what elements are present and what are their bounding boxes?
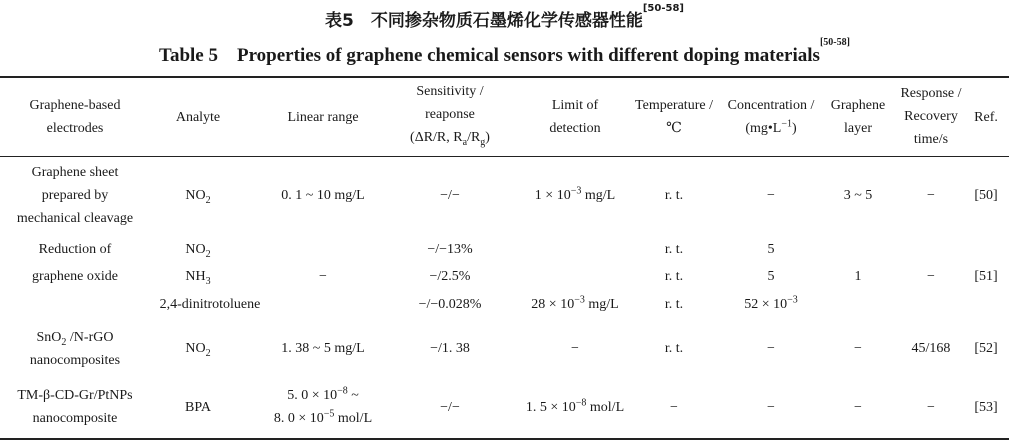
row3-electrode: SnO$_2$ /N-rGO nanocomposites — [29, 330, 121, 368]
header-linear-range: Linear range — [287, 110, 359, 125]
row3-linear-range: 1. 38 ~ 5 mg/L — [281, 341, 365, 356]
row2-analyte-no2: $NO_2$ — [185, 242, 211, 260]
row2-linear-range: − — [319, 269, 327, 284]
row4-linear-range: 5. $0 \times 10^{-8}$ ~ 8. $0 \times 10^{-5}$ mol/L — [273, 385, 373, 426]
row1-linear-range: 0. 1 ~ 10 mg/L — [281, 188, 365, 203]
row2-concentration-1: 5 — [767, 242, 775, 257]
row4-ref: [53] — [974, 400, 998, 415]
caption-reference: [50-58] — [819, 37, 850, 48]
row4-response: − — [927, 400, 935, 415]
row1-electrode: Graphene sheet prepared by mechanical cleavage — [16, 165, 134, 226]
row2-concentration-3: $52 \times 10^{-3}$ — [744, 294, 798, 312]
row4-sensitivity: −/− — [440, 400, 460, 415]
header-analyte: Analyte — [175, 110, 221, 125]
header-ref: Ref. — [974, 110, 998, 125]
row1-layer: 3 ~ 5 — [843, 188, 873, 203]
row3-analyte: $NO_2$ — [185, 341, 211, 359]
row4-layer: − — [854, 400, 862, 415]
row2-temperature-1: r. t. — [664, 242, 684, 257]
header-rule — [0, 156, 1009, 157]
row3-response: 45/168 — [911, 341, 951, 356]
header-limit-of-detection: Limit of detection — [549, 98, 601, 136]
row3-ref: [52] — [974, 341, 998, 356]
row4-electrode: TM-β-CD-Gr/PtNPs nanocomposite — [17, 388, 133, 426]
header-concentration: Concentration / $(mg•L^{-1})$ — [727, 98, 815, 136]
top-rule — [0, 76, 1009, 78]
header-electrodes: Graphene-based electrodes — [29, 98, 121, 136]
row2-sensitivity-2: −/2.5% — [429, 269, 471, 284]
row1-response: − — [927, 188, 935, 203]
row1-ref: [50] — [974, 188, 998, 203]
table-caption-english: Table 5 Properties of graphene chemical sensors with different doping materials[50-58] — [159, 37, 850, 66]
header-graphene-layer: Graphene layer — [830, 98, 886, 136]
row2-temperature-2: r. t. — [664, 269, 684, 284]
row3-sensitivity: −/1. 38 — [430, 341, 470, 356]
row2-sensitivity-3: −/−0.028% — [418, 297, 482, 312]
bottom-rule — [0, 438, 1009, 440]
row4-concentration: − — [767, 400, 775, 415]
row1-sensitivity: −/− — [440, 188, 460, 203]
row2-concentration-2: 5 — [767, 269, 775, 284]
row1-temperature: r. t. — [664, 188, 684, 203]
row2-lod: $28 \times 10^{-3}$ mg/L — [531, 294, 619, 312]
row4-analyte: BPA — [185, 400, 211, 415]
header-response-recovery: Response / Recovery time/s — [900, 86, 962, 147]
row3-temperature: r. t. — [664, 341, 684, 356]
row1-analyte: $NO_2$ — [185, 188, 211, 206]
row1-concentration: − — [767, 188, 775, 203]
row2-electrode: Reduction of graphene oxide — [32, 242, 118, 284]
table-caption-chinese: 表5 不同掺杂物质石墨烯化学传感器性能[50-58] — [325, 3, 684, 31]
row2-layer: 1 — [854, 269, 862, 284]
row4-temperature: − — [670, 400, 678, 415]
row1-lod: $1 \times 10^{-3}$ mg/L — [534, 185, 616, 203]
row2-analyte-dnt: 2,4-dinitrotoluene — [159, 297, 261, 312]
row2-ref: [51] — [974, 269, 998, 284]
row2-sensitivity-1: −/−13% — [427, 242, 473, 257]
row2-temperature-3: r. t. — [664, 297, 684, 312]
row3-concentration: − — [767, 341, 775, 356]
caption-reference: [50-58] — [642, 3, 684, 14]
row3-layer: − — [854, 341, 862, 356]
row4-lod: 1. $5 \times 10^{-8}$ mol/L — [525, 397, 625, 415]
row2-analyte-nh3: $NH_3$ — [185, 269, 211, 287]
header-sensitivity: Sensitivity / reaponse (ΔR/R, $R_a/R_g$) — [410, 84, 490, 148]
row2-response: − — [927, 269, 935, 284]
row3-lod: − — [571, 341, 579, 356]
header-temperature: Temperature / ℃ — [635, 98, 713, 136]
